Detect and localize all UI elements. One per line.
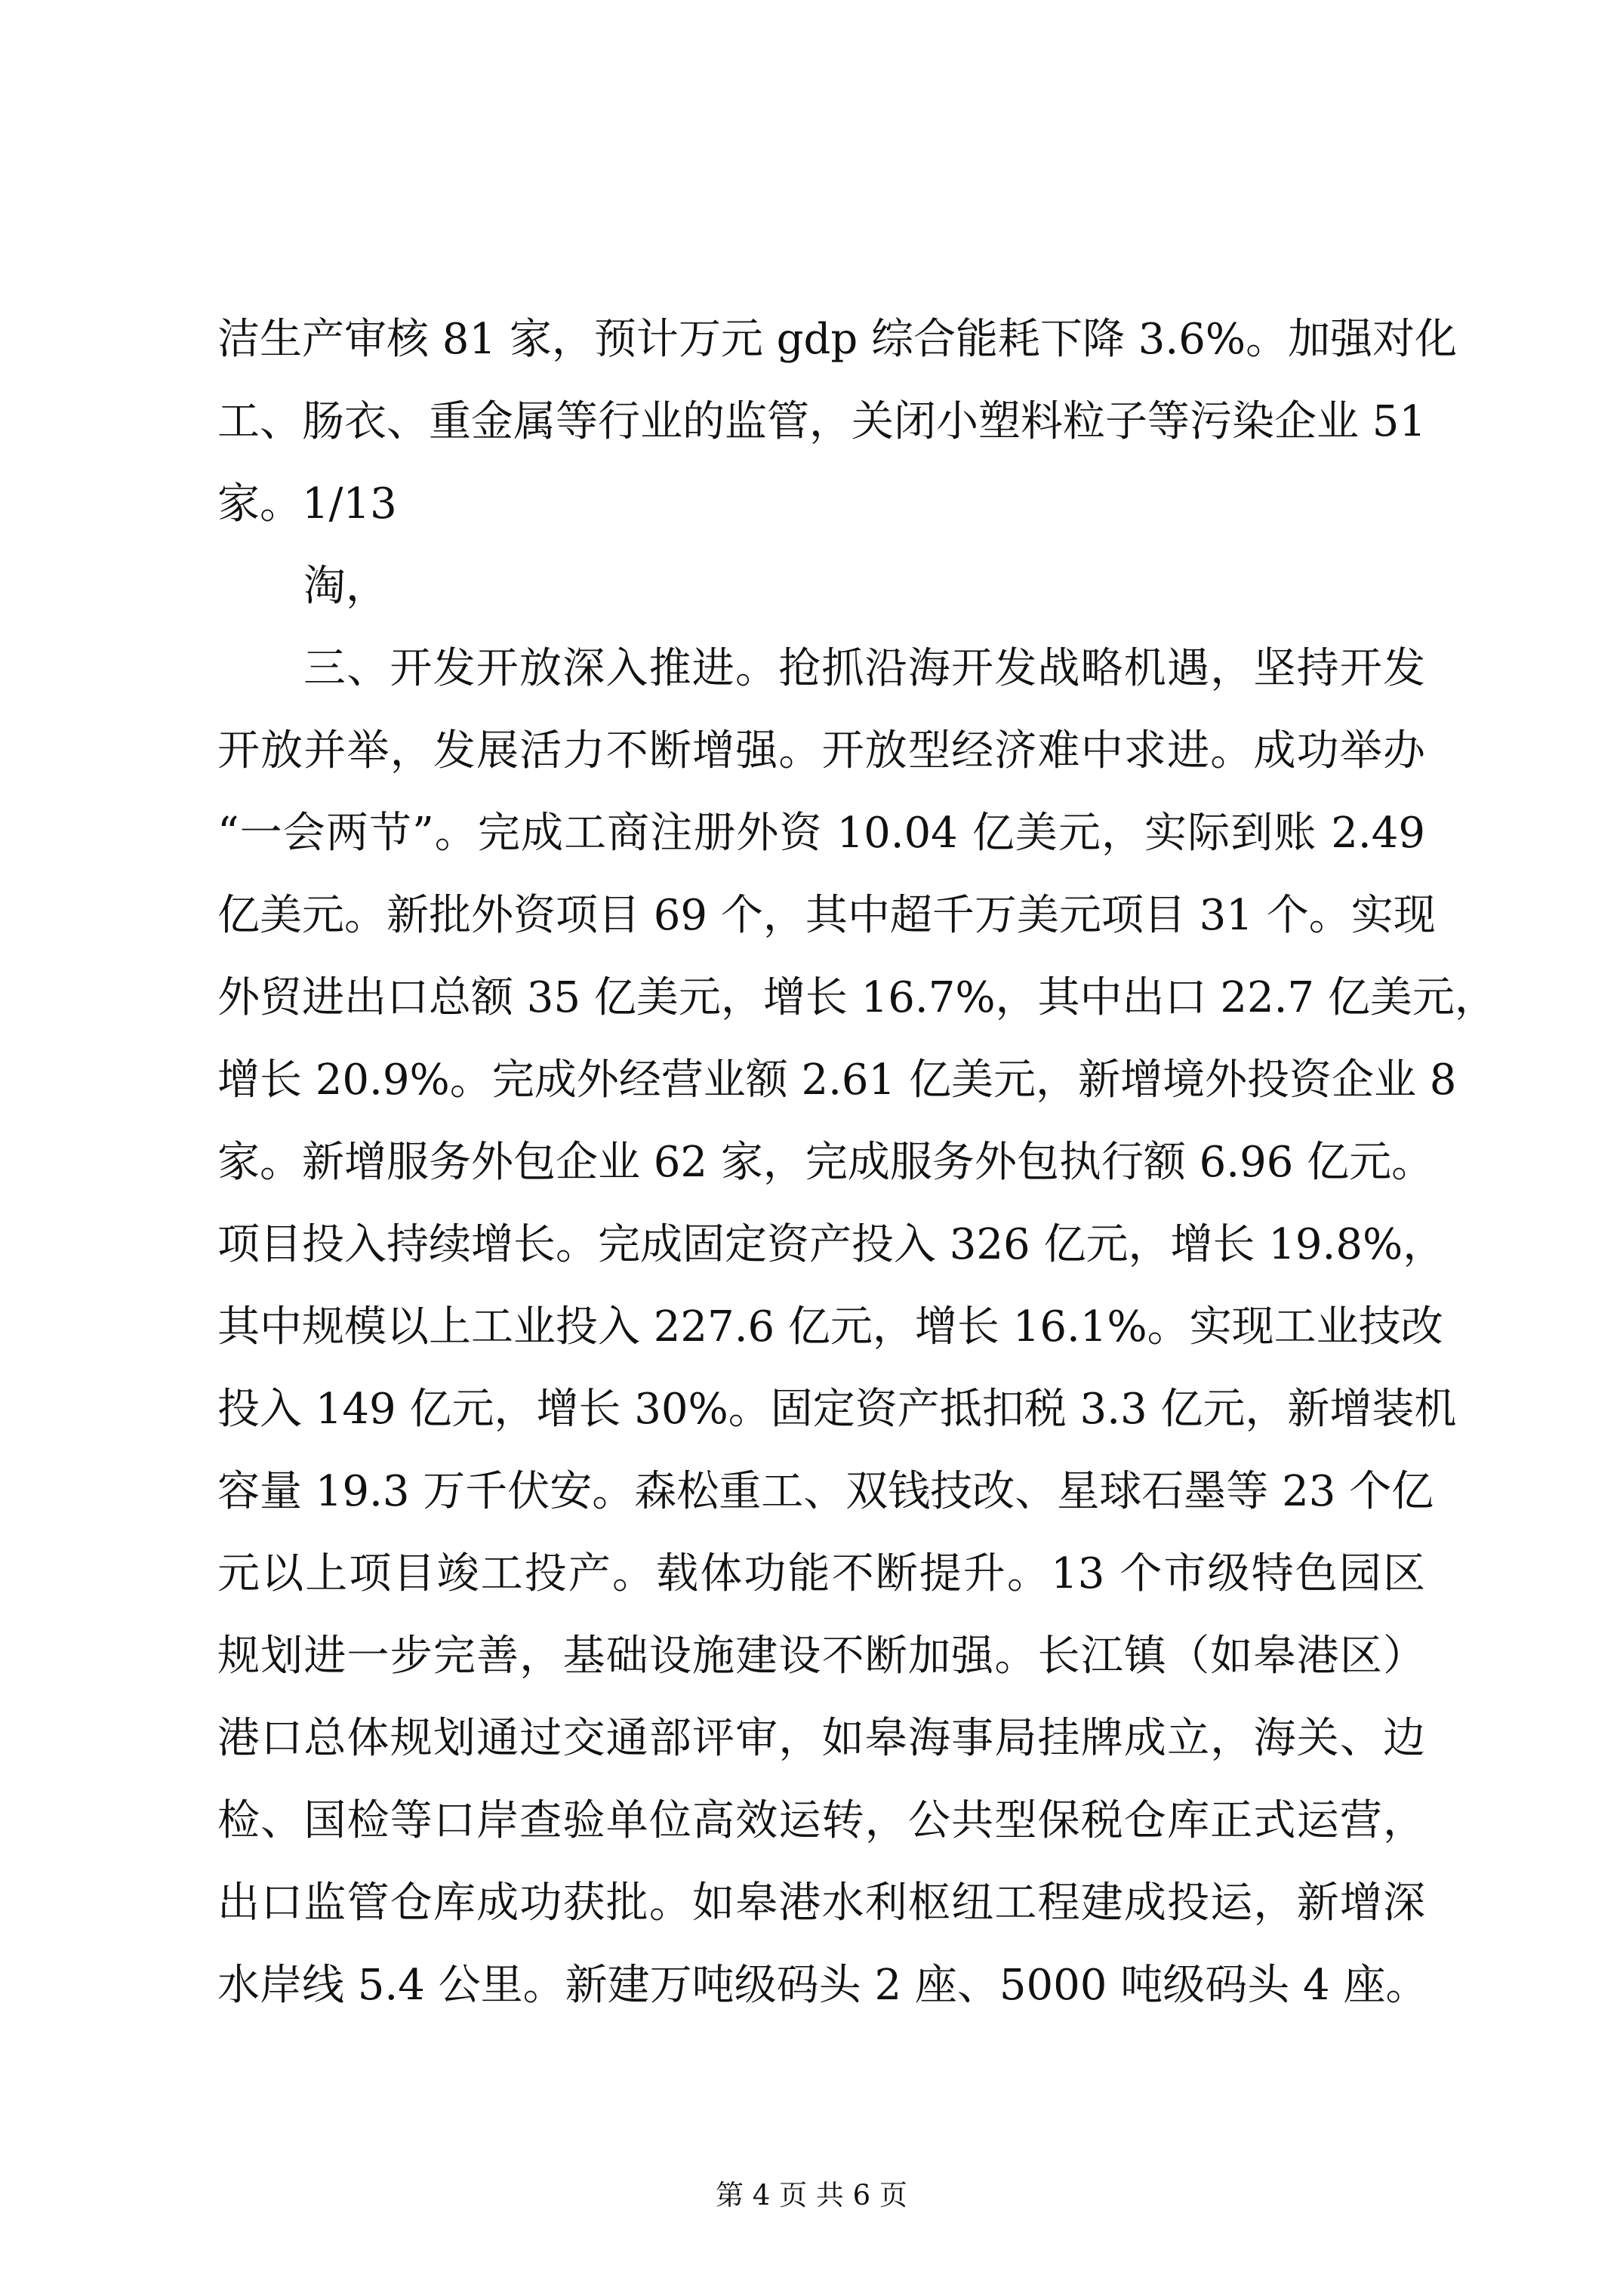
text-line: 亿美元。新批外资项目 69 个，其中超千万美元项目 31 个。实现 (217, 891, 1436, 940)
text-line: 淘， (303, 562, 388, 611)
page-footer (0, 2177, 1623, 2214)
text-line: 项目投入持续增长。完成固定资产投入 326 亿元，增长 19.8%， (217, 1220, 1446, 1269)
text-line: 水岸线 5.4 公里。新建万吨级码头 2 座、5000 吨级码头 4 座。 (217, 1961, 1428, 2010)
text-line: 工、肠衣、重金属等行业的监管，关闭小塑料粒子等污染企业 51 (217, 397, 1427, 446)
text-line: 外贸进出口总额 35 亿美元，增长 16.7%，其中出口 22.7 亿美元， (217, 973, 1497, 1022)
page-indicator: 第 4 页 共 6 页 (716, 2179, 907, 2211)
text-line: 元以上项目竣工投产。载体功能不断提升。13 个市级特色园区 (217, 1549, 1425, 1598)
text-line: “一会两节”。完成工商注册外资 10.04 亿美元，实际到账 2.49 (217, 809, 1425, 858)
text-line: 检、国检等口岸查验单位高效运转，公共型保税仓库正式运营， (217, 1796, 1425, 1845)
text-line: 家。1/13 (217, 479, 397, 529)
text-line: 其中规模以上工业投入 227.6 亿元，增长 16.1%。实现工业技改 (217, 1302, 1443, 1351)
text-line: 规划进一步完善，基础设施建设不断加强。长江镇（如皋港区） (217, 1632, 1425, 1681)
text-line: 家。新增服务外包企业 62 家，完成服务外包执行额 6.96 亿元。 (217, 1138, 1434, 1187)
section-heading-line: 三、开发开放深入推进。抢抓沿海开发战略机遇，坚持开发 (303, 644, 1425, 693)
text-line: 容量 19.3 万千伏安。森松重工、双钱技改、星球石墨等 23 个亿 (217, 1467, 1434, 1516)
document-body (217, 298, 1497, 2026)
text-line: 开放并举，发展活力不断增强。开放型经济难中求进。成功举办 (217, 726, 1425, 775)
text-line: 投入 149 亿元，增长 30%。固定资产抵扣税 3.3 亿元，新增装机 (217, 1385, 1457, 1434)
text-line: 增长 20.9%。完成外经营业额 2.61 亿美元，新增境外投资企业 8 (217, 1056, 1457, 1105)
text-line: 港口总体规划通过交通部评审，如皋海事局挂牌成立，海关、边 (217, 1714, 1425, 1763)
text-line: 出口监管仓库成功获批。如皋港水利枢纽工程建成投运，新增深 (217, 1878, 1425, 1928)
text-line: 洁生产审核 81 家，预计万元 gdp 综合能耗下降 3.6%。加强对化 (217, 315, 1458, 364)
